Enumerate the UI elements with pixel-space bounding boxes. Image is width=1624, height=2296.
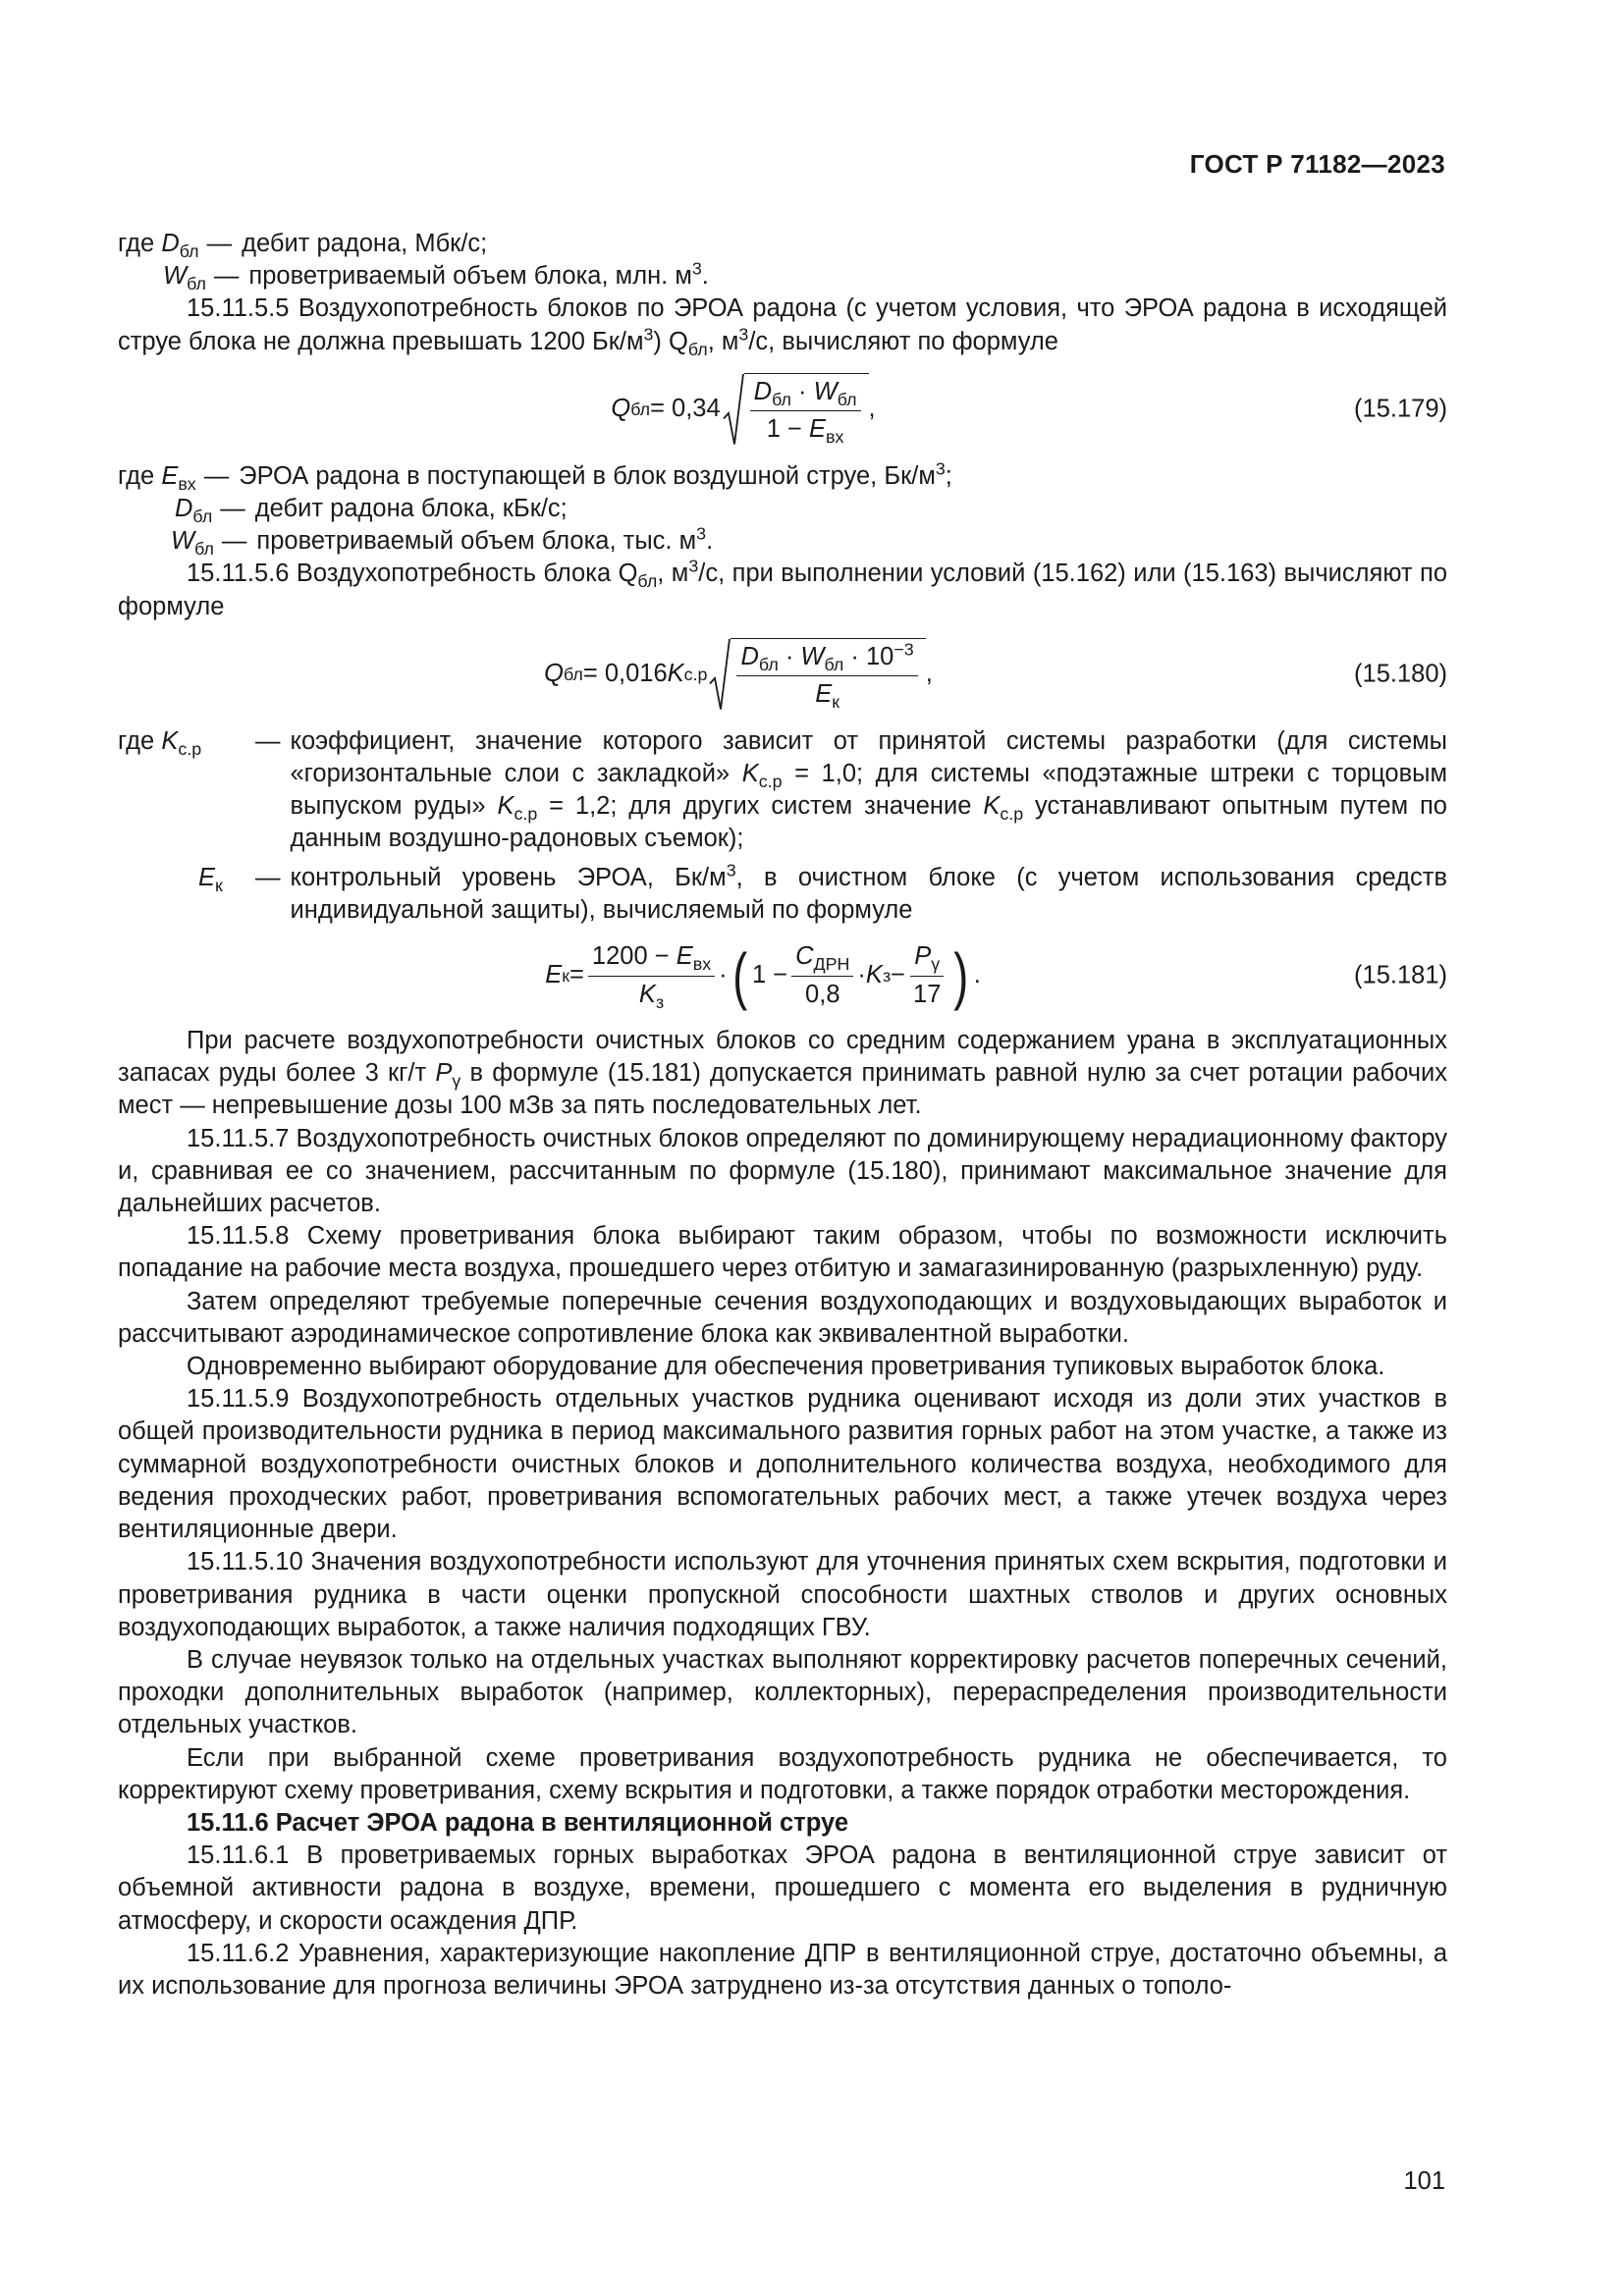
paragraph-mismatch: В случае неувязок только на отдельных участках выполняют корректировку расчетов поперечных сечений, проходки дополнительных выработок (например, коллекторных), перераспределения производительности отдельных участков.: [118, 1645, 1447, 1739]
paragraph-equipment: Одновременно выбирают оборудование для обеспечения проветривания тупиковых выработок блока.: [187, 1353, 1385, 1381]
page-number: 101: [1403, 2167, 1445, 2195]
paragraph-15-11-6-1: 15.11.6.1 В проветриваемых горных выработках ЭРОА радона в вентиляционной струе зависит от объемной активности радона в воздухе, времени, прошедшего с момента его выделения в рудничную атмосферу, и скорости осаждения ДПР.: [118, 1842, 1447, 1935]
left-paren: (: [731, 940, 747, 1012]
paragraph-sections: Затем определяют требуемые поперечные сечения воздухоподающих и воздуховыдающих выработок и рассчитывают аэродинамическое сопротивление блока как эквивалентной выработки.: [118, 1287, 1447, 1348]
paragraph-15-11-5-8: 15.11.5.8 Схему проветривания блока выбирают таким образом, чтобы по возможности исключить попадание на рабочие места воздуха, прошедшего через отбитую и замагазинированную (разрыхленную) руду.: [118, 1222, 1447, 1283]
definitions-2: [118, 460, 1447, 559]
def-d-bl-2: $D_{бл}$ — дебит радона блока, кБк/с;: [175, 495, 568, 527]
def-d-bl: где $D_{бл}$ — дебит радона, Мбк/с;: [118, 230, 488, 262]
paragraph-15-11-6-2: 15.11.6.2 Уравнения, характеризующие накопление ДПР в вентиляционной струе, достаточно объемны, а их использование для прогноза величины ЭРОА затруднено из-за отсутствия данных о тополо-: [118, 1939, 1447, 2000]
definitions-3: [118, 725, 1447, 927]
def-k-sr: где $K_{с.р}$ — коэффициент, значение которого зависит от принятой системы разработки (для системы «горизонтальные слои с закладкой» $K_{с.р} = 1,0$; для системы «подэтажные штреки с торцовым выпуском руды» $K_{с.р} = 1,2$; для других систем значение $K_{с.р}$ устанавливают опытным путем по данным воздушно-радоновых съемок);: [118, 726, 1447, 853]
def-e-vh: где $E_{вх}$ — ЭРОА радона в поступающей в блок воздушной струе, $Бк/м^3$;: [118, 458, 952, 494]
definitions-1: [118, 228, 1447, 293]
paragraph-15-11-5-6: 15.11.5.6 Воздухопотребность блока $Q_{бл}$, $м^3/с$, при выполнении условий (15.162) или (15.163) вычисляют по формуле: [118, 556, 1447, 620]
formula-15-179: Q бл = 0,34 $\frac{D_{бл} \cdot W_{бл}}{1 - E_{вх}}$ , (15.179): [118, 358, 1447, 460]
document-body: [118, 228, 1447, 2002]
right-paren: ): [953, 940, 969, 1012]
def-w-bl: $W_{бл}$ — проветриваемый объем блока, млн. $м^3$.: [163, 258, 709, 294]
paragraph-correction: Если при выбранной схеме проветривания воздухопотребность рудника не обеспечивается, то корректируют схему проветривания, схему вскрытия и подготовки, а также порядок отработки месторождения.: [118, 1743, 1447, 1804]
paragraph-15-11-5-10: 15.11.5.10 Значения воздухопотребности используют для уточнения принятых схем вскрытия, подготовки и проветривания рудника в части оценки пропускной способности шахтных стволов и других основных воздухоподающих выработок, а также наличия подходящих ГВУ.: [118, 1548, 1447, 1641]
paragraph-15-11-5-7: 15.11.5.7 Воздухопотребность очистных блоков определяют по доминирующему нерадиационному фактору и, сравнивая ее со значением, рассчитанным по формуле (15.180), принимают максимальное значение для дальнейших расчетов.: [118, 1124, 1447, 1218]
section-heading-15-11-6: 15.11.6 Расчет ЭРОА радона в вентиляционной струе: [187, 1808, 848, 1837]
def-e-k: $E_к$ — контрольный уровень ЭРОА, $Бк/м^3$, в очистном блоке (с учетом использования средств индивидуальной защиты), вычисляемый по формуле: [198, 860, 1447, 924]
paragraph-p-gamma: При расчете воздухопотребности очистных блоков со средним содержанием урана в эксплуатационных запасах руды более 3 кг/т $P_\gamma$ в формуле (15.181) допускается принимать равной нулю за счет ротации рабочих мест — непревышение дозы 100 мЗв за пять последовательных лет.: [118, 1027, 1447, 1120]
formula-15-180: Q бл = 0,016 K с.р $\frac{D_{бл} \cdot W_{бл} \cdot 10^{-3}}{E_к}$ , (15.180): [544, 639, 1447, 712]
paragraph-15-11-5-5: 15.11.5.5 Воздухопотребность блоков по ЭРОА радона (с учетом условия, что ЭРОА радона в исходящей струе блока не должна превышать 1200 $Бк/м^3$) $Q_{бл}$, $м^3/с$, вычисляют по формуле: [118, 294, 1447, 359]
def-w-bl-2: $W_{бл}$ — проветриваемый объем блока, тыс. $м^3$.: [171, 523, 714, 560]
sqrt-symbol: $\frac{D_{бл} \cdot W_{бл}}{1 - E_{вх}}$: [723, 373, 869, 446]
page-header: ГОСТ Р 71182—2023: [1189, 149, 1445, 179]
formula-15-181: E к = $\frac{1200 - E_{вх}}{K_з}$ · ( 1 − $\frac{C_{ДРН}}{0,8}$ · K з − $\frac{P_\gamma}{17}$ ) . (15.181): [545, 940, 1447, 1012]
paragraph-15-11-5-9: 15.11.5.9 Воздухопотребность отдельных участков рудника оценивают исходя из доли этих участков в общей производительности рудника в период максимального развития горных работ на этом участке, а также из суммарной воздухопотребности очистных блоков и дополнительного количества воздуха, необходимого для ведения проходческих работ, проветривания вспомогательных рабочих мест, а также утечек воздуха через вентиляционные двери.: [118, 1385, 1447, 1544]
sqrt-symbol: $\frac{D_{бл} \cdot W_{бл} \cdot 10^{-3}}{E_к}$: [709, 638, 925, 711]
